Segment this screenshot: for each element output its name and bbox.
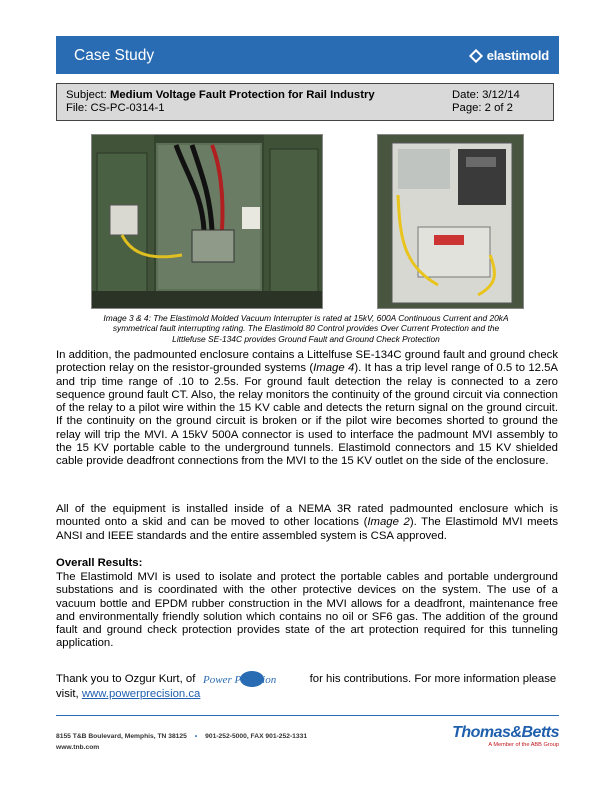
footer-divider bbox=[56, 715, 559, 716]
paragraph-relay: In addition, the padmounted enclosure contains a Littelfuse SE-134C ground fault and ground check protection relay on the resistor-grounded systems (Image 4). It has a trip level range of 0.5 to 12.5A and trip time range of .10 to 2.5s. For ground fault detection the relay is connected to a zero sequence ground fault CT. Also, the relay monitors the continuity of the ground circuit via connection of the relay to a pilot wire within the 15 KV cable and detects the return signal on the ground circuit. If the continuity on the ground circuit is broken or if the pilot wire becomes shorted to ground the relay will trip the MVI. A 15kV 500A connector is used to interface the padmount MVI assembly to the 15 KV portable cable to the underground tunnels. Elastimold connectors and 15 KV shielded cable provide deadfront connections from the MVI to the 15 KV outlet on the side of the enclosure. bbox=[56, 349, 558, 468]
abb-group-tagline: A Member of the ABB Group bbox=[488, 742, 559, 748]
footer-website[interactable]: www.tnb.com bbox=[56, 744, 100, 751]
header-banner bbox=[56, 36, 559, 74]
page-number: Page: 2 of 2 bbox=[452, 102, 513, 114]
elastimold-logo-text: elastimold bbox=[486, 48, 549, 63]
subject-line: Subject: Medium Voltage Fault Protection for Rail Industry bbox=[66, 89, 375, 101]
results-heading: Overall Results: bbox=[56, 557, 143, 569]
caption-line-2: symmetrical fault interrupting rating. The Elastimold 80 Control provides Over Current Protection and the bbox=[112, 323, 500, 334]
elastimold-logo bbox=[471, 48, 549, 63]
paragraph-results: The Elastimold MVI is used to isolate and protect the portable cables and portable underground substations and is coordinated with the other protective devices on the system. The use of a vacuum bottle and EPDM rubber construction in the MVI allows for a deadfront, maintenance free and environmentally friendly solution which contains no oil or SF6 gas. The addition of the ground fault and ground check protection provides state of the art protection required for this tunneling application. bbox=[56, 571, 558, 650]
photo-caption bbox=[62, 313, 550, 344]
power-precision-logo bbox=[203, 670, 301, 688]
enclosure-photo bbox=[91, 134, 323, 309]
thanks-paragraph: Thank you to Ozgur Kurt, of Power Precision for his contributions. For more information please visit, www.powerprecision.ca bbox=[56, 670, 558, 702]
svg-text:Power Precision: Power Precision bbox=[202, 674, 276, 686]
caption-line-1: Image 3 & 4: The Elastimold Molded Vacuum Interrupter is rated at 15kV, 600A Continuous Current and 20kA bbox=[103, 313, 509, 323]
paragraph-enclosure: All of the equipment is installed inside of a NEMA 3R rated padmounted enclosure which is mounted onto a skid and can be moved to other locations (Image 2). The Elastimold MVI meets ANSI and IEEE standards and the entire assembled system is CSA approved. bbox=[56, 503, 558, 542]
thomas-betts-logo bbox=[452, 724, 559, 748]
file-text: File: CS-PC-0314-1 bbox=[66, 102, 165, 114]
page-title: Case Study bbox=[74, 47, 155, 64]
date-text: Date: 3/12/14 bbox=[452, 89, 520, 101]
power-precision-link[interactable]: www.powerprecision.ca bbox=[81, 688, 201, 700]
caption-line-3: Littlefuse SE-134C provides Ground Fault and Ground Check Protection bbox=[172, 333, 440, 344]
subject-text: Medium Voltage Fault Protection for Rail Industry bbox=[109, 89, 375, 101]
relay-panel-photo bbox=[377, 134, 524, 309]
footer-phone: 901-252-5000, FAX 901-252-1331 bbox=[205, 733, 308, 740]
elastimold-diamond-icon bbox=[469, 48, 483, 62]
footer-contact: 8155 T&B Boulevard, Memphis, TN 38125 • 901-252-5000, FAX 901-252-1331 www.tnb.com bbox=[56, 733, 308, 751]
footer-address: 8155 T&B Boulevard, Memphis, TN 38125 bbox=[56, 733, 187, 740]
subject-box bbox=[56, 83, 554, 121]
thomas-betts-wordmark: Thomas&Betts bbox=[452, 724, 559, 741]
